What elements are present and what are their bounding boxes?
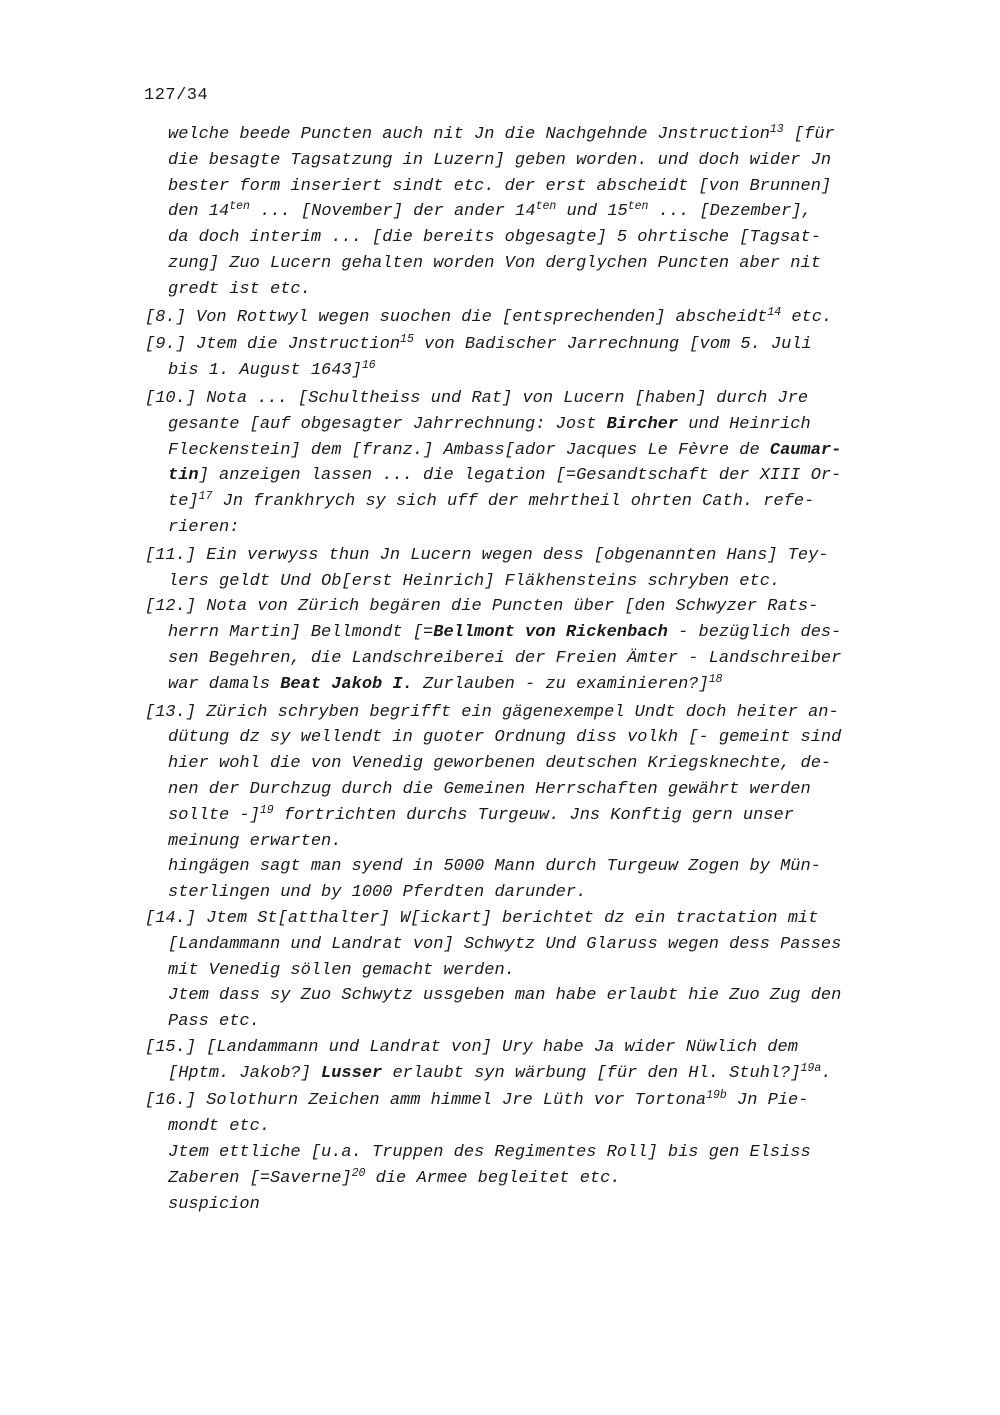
- document-body: [145, 122, 915, 1217]
- text-line: [145, 1114, 915, 1140]
- text-line: [145, 880, 915, 906]
- footnote-ref: 20: [351, 1166, 366, 1180]
- text-segment: [15.] [Landammann und Landrat von] Ury habe Ja wider Nüwlich dem: [145, 1037, 798, 1057]
- text-segment: von Badischer Jarrechnung [vom 5. Juli: [413, 335, 812, 355]
- text-line: [145, 386, 915, 412]
- text-line: [145, 251, 915, 277]
- text-line: [145, 1140, 915, 1166]
- text-segment: suspicion: [168, 1194, 260, 1214]
- text-line: [145, 777, 915, 803]
- text-segment: Jn Pie-: [726, 1091, 809, 1111]
- text-segment: [Landammann und Landrat von] Schwytz Und Glaruss wegen dess Passes: [168, 934, 842, 954]
- text-segment: gredt ist etc.: [168, 279, 311, 299]
- text-line: [145, 489, 915, 515]
- footnote-ref: ten: [627, 200, 649, 214]
- text-segment: Fleckenstein] dem [franz.] Ambass[ador Jacques Le Fèvre de: [168, 440, 770, 460]
- text-segment: Jtem ettliche [u.a. Truppen des Regimentes Roll] bis gen Elsiss: [168, 1143, 811, 1163]
- text-segment: [12.] Nota von Zürich begären die Puncten über [den Schwyzer Rats-: [145, 597, 819, 617]
- text-segment: sterlingen und by 1000 Pferdten darunder.: [168, 883, 587, 903]
- footnote-ref: 19: [259, 803, 274, 817]
- text-segment: [11.] Ein verwyss thun Jn Lucern wegen dess [obgenannten Hans] Tey-: [145, 545, 829, 565]
- text-line: [145, 725, 915, 751]
- bold-name: Bircher: [606, 414, 679, 434]
- text-line: [145, 225, 915, 251]
- text-line: [145, 672, 915, 698]
- bold-name: Bellmont von Rickenbach: [433, 623, 668, 643]
- text-segment: gesante [auf obgesagter Jahrrechnung: Jost: [168, 414, 607, 434]
- footnote-ref: ten: [535, 200, 557, 214]
- text-line: [145, 803, 915, 829]
- text-segment: den 14: [168, 202, 230, 222]
- text-line: [145, 358, 915, 384]
- text-segment: .: [821, 1063, 832, 1083]
- text-segment: [16.] Solothurn Zeichen amm himmel Jre Lüth vor Tortona: [145, 1091, 707, 1111]
- text-segment: herrn Martin] Bellmondt [=: [168, 623, 434, 643]
- text-segment: rieren:: [168, 517, 240, 537]
- text-segment: zung] Zuo Lucern gehalten worden Von derglychen Puncten aber nit: [168, 253, 821, 273]
- text-segment: erlaubt syn wärbung [für den Hl. Stuhl?]: [382, 1063, 801, 1083]
- text-line: [145, 569, 915, 595]
- text-line: [145, 854, 915, 880]
- text-segment: [8.] Von Rottwyl wegen suochen die [entsprechenden] abscheidt: [145, 307, 768, 327]
- text-line: [145, 543, 915, 569]
- text-segment: [für: [783, 125, 835, 144]
- text-segment: und Heinrich: [678, 414, 811, 434]
- footnote-ref: 14: [767, 305, 782, 319]
- text-line: [145, 122, 915, 148]
- text-segment: [14.] Jtem St[atthalter] W[ickart] berichtet dz ein tractation mit: [145, 908, 819, 928]
- text-line: [145, 1009, 915, 1035]
- text-line: [145, 620, 915, 646]
- text-line: [145, 646, 915, 672]
- text-segment: mondt etc.: [168, 1117, 271, 1137]
- text-line: [145, 148, 915, 174]
- footnote-ref: 18: [708, 672, 723, 686]
- bold-name: Caumar-: [769, 440, 842, 460]
- text-segment: fortrichten durchs Turgeuw. Jns Konftig gern unser: [273, 805, 794, 825]
- text-line: [145, 438, 915, 464]
- text-segment: Pass etc.: [168, 1012, 260, 1032]
- text-segment: Jn frankhrych sy sich uff der mehrtheil ohrten Cath. refe-: [212, 492, 815, 512]
- text-line: [145, 174, 915, 200]
- text-line: [145, 906, 915, 932]
- bold-name: Beat Jakob I.: [280, 674, 413, 694]
- text-segment: meinung erwarten.: [168, 831, 342, 851]
- text-segment: hingägen sagt man syend in 5000 Mann durch Turgeuw Zogen by Mün-: [168, 857, 821, 877]
- text-line: [145, 1088, 915, 1114]
- footnote-ref: ten: [229, 200, 250, 214]
- text-line: [145, 958, 915, 984]
- text-line: [145, 1061, 915, 1087]
- text-segment: [10.] Nota ... [Schultheiss und Rat] von Lucern [haben] durch Jre: [145, 388, 809, 408]
- bold-name: Lusser: [321, 1063, 383, 1083]
- text-segment: lers geldt Und Ob[erst Heinrich] Fläkhensteins schryben etc.: [168, 571, 781, 591]
- text-line: [145, 412, 915, 438]
- text-segment: Jtem dass sy Zuo Schwytz ussgeben man habe erlaubt hie Zuo Zug den: [168, 986, 842, 1006]
- text-segment: [Hptm. Jakob?]: [168, 1063, 322, 1083]
- text-segment: da doch interim ... [die bereits obgesagte] 5 ohrtische [Tagsat-: [168, 228, 821, 248]
- text-segment: bis 1. August 1643]: [168, 361, 362, 381]
- text-segment: ... [Dezember],: [648, 202, 812, 222]
- page-number: 127/34: [144, 86, 209, 105]
- text-line: [145, 305, 915, 331]
- text-line: [145, 463, 915, 489]
- text-segment: die Armee begleitet etc.: [365, 1168, 621, 1188]
- text-segment: nen der Durchzug durch die Gemeinen Herrschaften gewährt werden: [168, 779, 811, 799]
- text-segment: war damals: [168, 674, 281, 694]
- footnote-ref: 13: [769, 123, 784, 136]
- text-line: [145, 1035, 915, 1061]
- footnote-ref: 16: [361, 359, 376, 373]
- text-segment: te]: [168, 492, 199, 512]
- text-segment: ... [November] der ander 14: [249, 202, 536, 222]
- footnote-ref: 19a: [800, 1061, 822, 1075]
- text-line: [145, 515, 915, 541]
- text-segment: etc.: [781, 307, 833, 327]
- footnote-ref: 17: [198, 490, 213, 504]
- text-line: [145, 1192, 915, 1218]
- text-line: [145, 199, 915, 225]
- footnote-ref: 19b: [706, 1089, 727, 1103]
- text-segment: bester form inseriert sindt etc. der erst abscheidt [von Brunnen]: [168, 176, 832, 196]
- text-line: [145, 700, 915, 726]
- bold-name: tin: [168, 466, 199, 486]
- text-segment: [9.] Jtem die Jnstruction: [145, 335, 401, 355]
- text-segment: die besagte Tagsatzung in Luzern] geben worden. und doch wider Jn: [168, 150, 832, 170]
- text-segment: [13.] Zürich schryben begrifft ein gägenexempel Undt doch heiter an-: [145, 702, 839, 722]
- text-segment: dütung dz sy wellendt in guoter Ordnung diss volkh [- gemeint sind: [168, 728, 842, 748]
- footnote-ref: 15: [400, 333, 414, 347]
- text-segment: Zaberen [=Saverne]: [168, 1168, 352, 1188]
- text-line: [145, 829, 915, 855]
- text-segment: hier wohl die von Venedig geworbenen deutschen Kriegsknechte, de-: [168, 754, 832, 774]
- text-segment: - bezüglich des-: [667, 623, 842, 643]
- text-segment: ] anzeigen lassen ... die legation [=Gesandtschaft der XIII Or-: [198, 466, 842, 486]
- text-segment: sollte -]: [168, 805, 260, 825]
- text-line: [145, 332, 915, 358]
- text-line: [145, 932, 915, 958]
- text-line: [145, 983, 915, 1009]
- text-line: [145, 751, 915, 777]
- text-line: [145, 594, 915, 620]
- text-line: [145, 1166, 915, 1192]
- text-segment: welche beede Puncten auch nit Jn die Nachgehnde Jnstruction: [168, 125, 770, 144]
- text-segment: mit Venedig söllen gemacht werden.: [168, 960, 515, 980]
- text-line: [145, 277, 915, 303]
- text-segment: und 15: [556, 202, 628, 222]
- text-segment: Zurlauben - zu examinieren?]: [412, 674, 709, 694]
- text-segment: sen Begehren, die Landschreiberei der Freien Ämter - Landschreiber: [168, 648, 842, 668]
